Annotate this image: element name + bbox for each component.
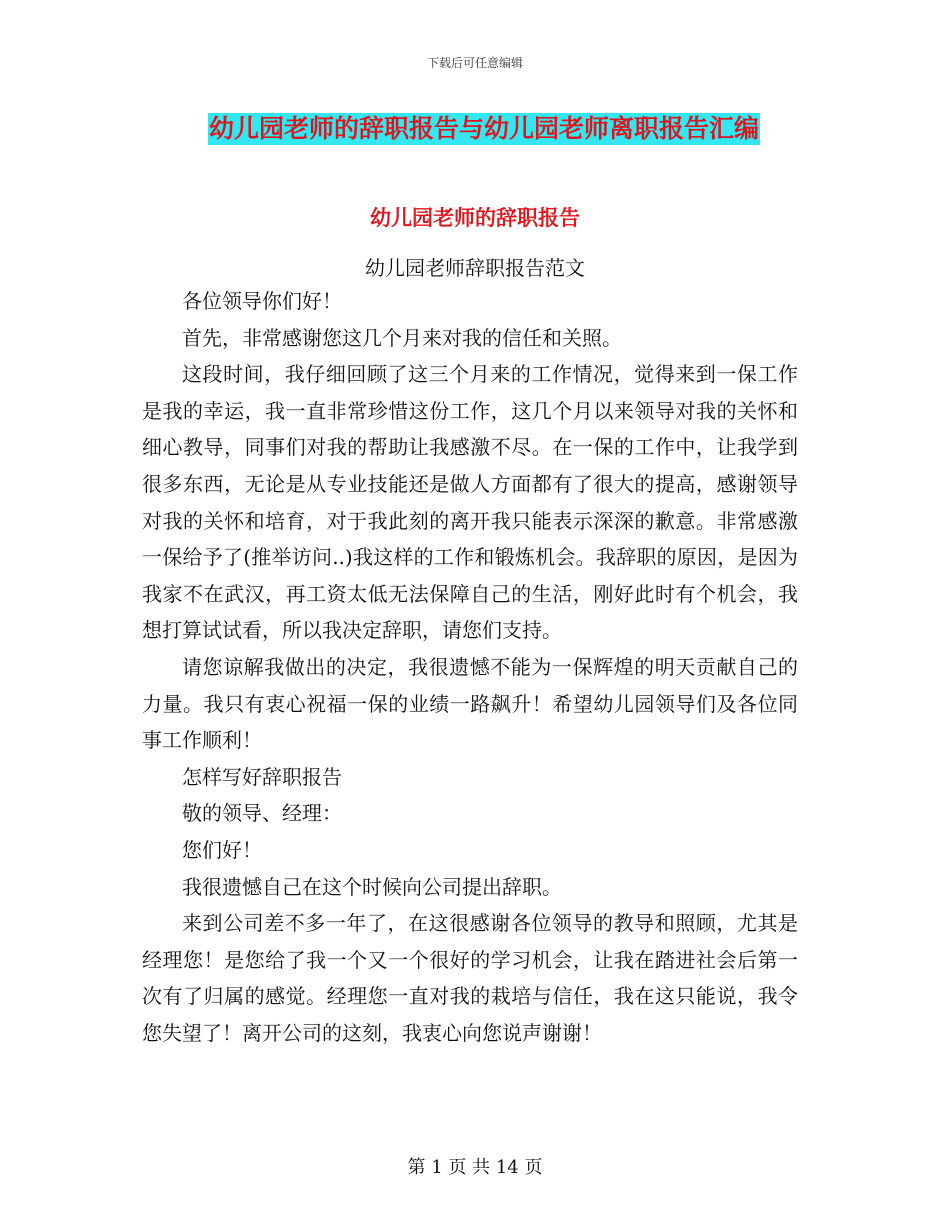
paragraph: 各位领导你们好！ xyxy=(182,289,342,313)
paragraph: 首先，非常感谢您这几个月来对我的信任和关照。 xyxy=(182,325,622,350)
document-subtitle: 幼儿园老师辞职报告范文 xyxy=(365,256,585,280)
paragraph: 这段时间，我仔细回顾了这三个月来的工作情况，觉得来到一保工作是我的幸运，我一直非常珍惜这份工作，这几个月以来领导对我的关怀和细心教导，同事们对我的帮助让我感激不尽。在一保的工作中，让我学到很多东西，无论是从专业技能还是做人方面都有了很大的提高，感谢领导对我的关怀和培育，对于我此刻的离开我只能表示深深的歉意。非常感激一保给予了(推举访问..)我这样的工作和锻炼机会。我辞职的原因，是因为我家不在武汉，再工资太低无法保障自己的生活，刚好此时有个机会，我想打算试试看，所以我决定辞职，请您们支持。 xyxy=(142,362,798,643)
page-header: 下载后可任意编辑 xyxy=(426,56,523,70)
document-body xyxy=(142,283,798,1051)
paragraph: 敬的领导、经理： xyxy=(182,801,342,826)
paragraph: 您们好！ xyxy=(182,837,262,862)
paragraph: 怎样写好辞职报告 xyxy=(182,764,342,789)
paragraph: 请您谅解我做出的决定，我很遗憾不能为一保辉煌的明天贡献自己的力量。我只有衷心祝福一保的业绩一路飙升！希望幼儿园领导们及各位同事工作顺利！ xyxy=(142,654,798,753)
section-title: 幼儿园老师的辞职报告 xyxy=(370,206,580,230)
paragraph: 来到公司差不多一年了，在这很感谢各位领导的教导和照顾，尤其是经理您！是您给了我一个又一个很好的学习机会，让我在踏进社会后第一次有了归属的感觉。经理您一直对我的栽培与信任，我在这只能说，我令您失望了！离开公司的这刻，我衷心向您说声谢谢！ xyxy=(142,911,798,1045)
paragraph: 我很遗憾自己在这个时候向公司提出辞职。 xyxy=(182,874,562,899)
page-footer: 第 1 页 共 14 页 xyxy=(407,1157,543,1178)
document-title: 幼儿园老师的辞职报告与幼儿园老师离职报告汇编 xyxy=(209,114,760,143)
